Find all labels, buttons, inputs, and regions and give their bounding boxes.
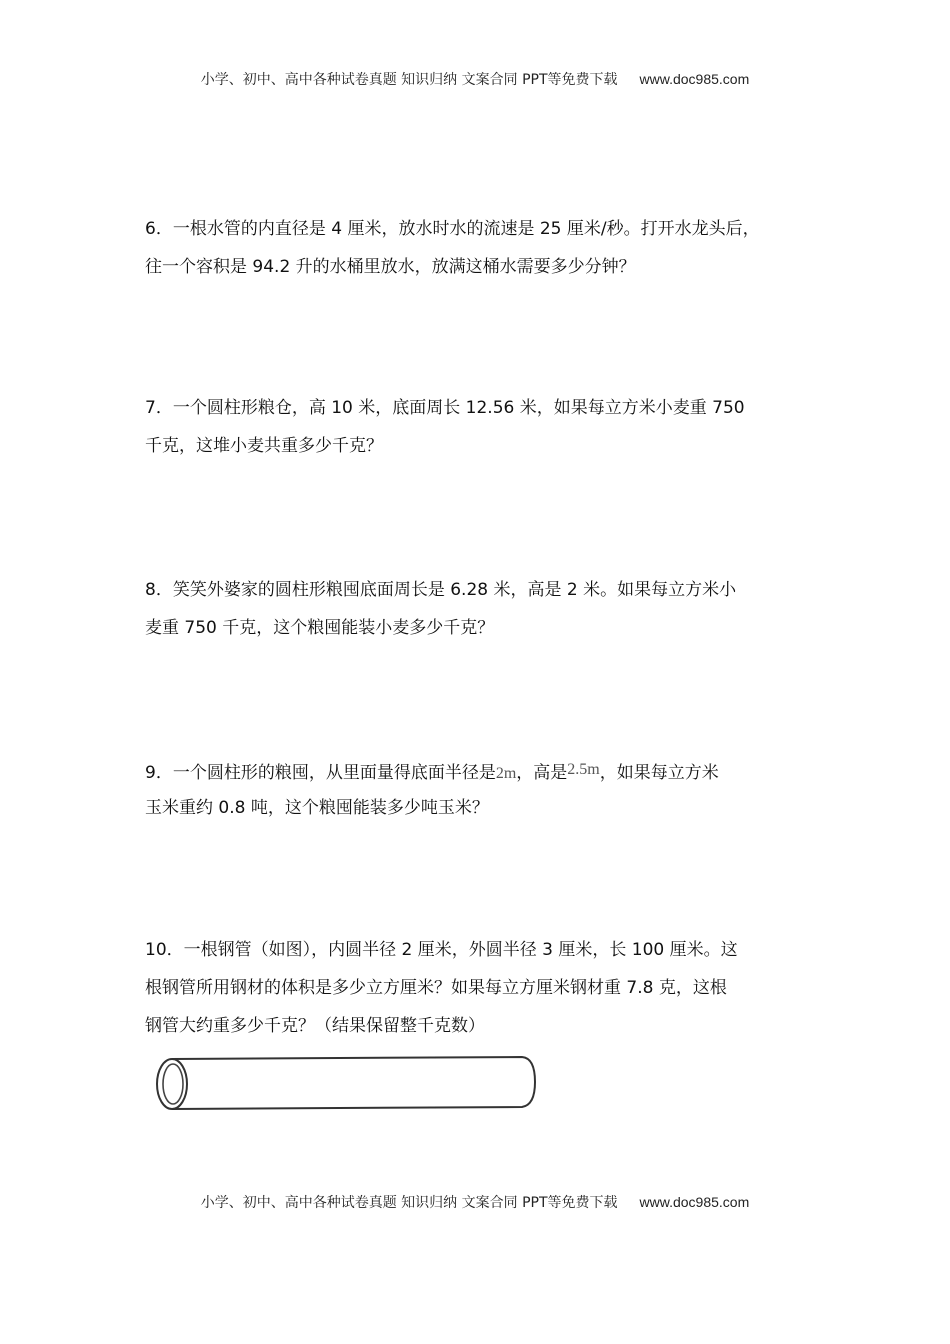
q9-height: 2.5m: [567, 761, 600, 778]
q9-text-b: ，高是: [516, 763, 568, 783]
steel-pipe-figure: [150, 1050, 550, 1115]
question-9: [145, 751, 825, 827]
header-url[interactable]: www.doc985.com: [639, 71, 750, 87]
question-line: 钢管大约重多少千克？（结果保留整千克数）: [145, 1016, 485, 1036]
footer-url[interactable]: www.doc985.com: [639, 1194, 750, 1210]
question-7: [145, 389, 825, 465]
q9-radius: 2m: [495, 765, 517, 782]
question-line: 7．一个圆柱形粮仓，高 10 米，底面周长 12.56 米，如果每立方米小麦重 750: [145, 398, 745, 418]
question-line: 麦重 750 千克，这个粮囤能装小麦多少千克？: [145, 618, 495, 638]
question-line: 玉米重约 0.8 吨，这个粮囤能装多少吨玉米？: [145, 798, 489, 818]
question-line: 往一个容积是 94.2 升的水桶里放水，放满这桶水需要多少分钟？: [145, 257, 636, 277]
page-footer: [0, 1192, 950, 1212]
q9-text-c: ，如果每立方米: [599, 763, 719, 783]
question-line: 根钢管所用钢材的体积是多少立方厘米？如果每立方厘米钢材重 7.8 克，这根: [145, 978, 727, 998]
question-line: [145, 751, 825, 789]
q9-text-a: 9．一个圆柱形的粮囤，从里面量得底面半径是: [145, 763, 496, 783]
question-6: [145, 210, 825, 286]
question-line: 千克，这堆小麦共重多少千克？: [145, 436, 383, 456]
question-10: [145, 931, 825, 1045]
question-line: 10．一根钢管（如图），内圆半径 2 厘米，外圆半径 3 厘米，长 100 厘米。这: [145, 940, 738, 960]
header-text: 小学、初中、高中各种试卷真题 知识归纳 文案合同 PPT等免费下载: [200, 72, 618, 88]
question-line: 8．笑笑外婆家的圆柱形粮囤底面周长是 6.28 米，高是 2 米。如果每立方米小: [145, 580, 737, 600]
page-header: [0, 69, 950, 89]
question-line: 6．一根水管的内直径是 4 厘米，放水时水的流速是 25 厘米/秒。打开水龙头后，: [145, 219, 760, 239]
footer-text: 小学、初中、高中各种试卷真题 知识归纳 文案合同 PPT等免费下载: [200, 1195, 618, 1211]
question-8: [145, 571, 825, 647]
